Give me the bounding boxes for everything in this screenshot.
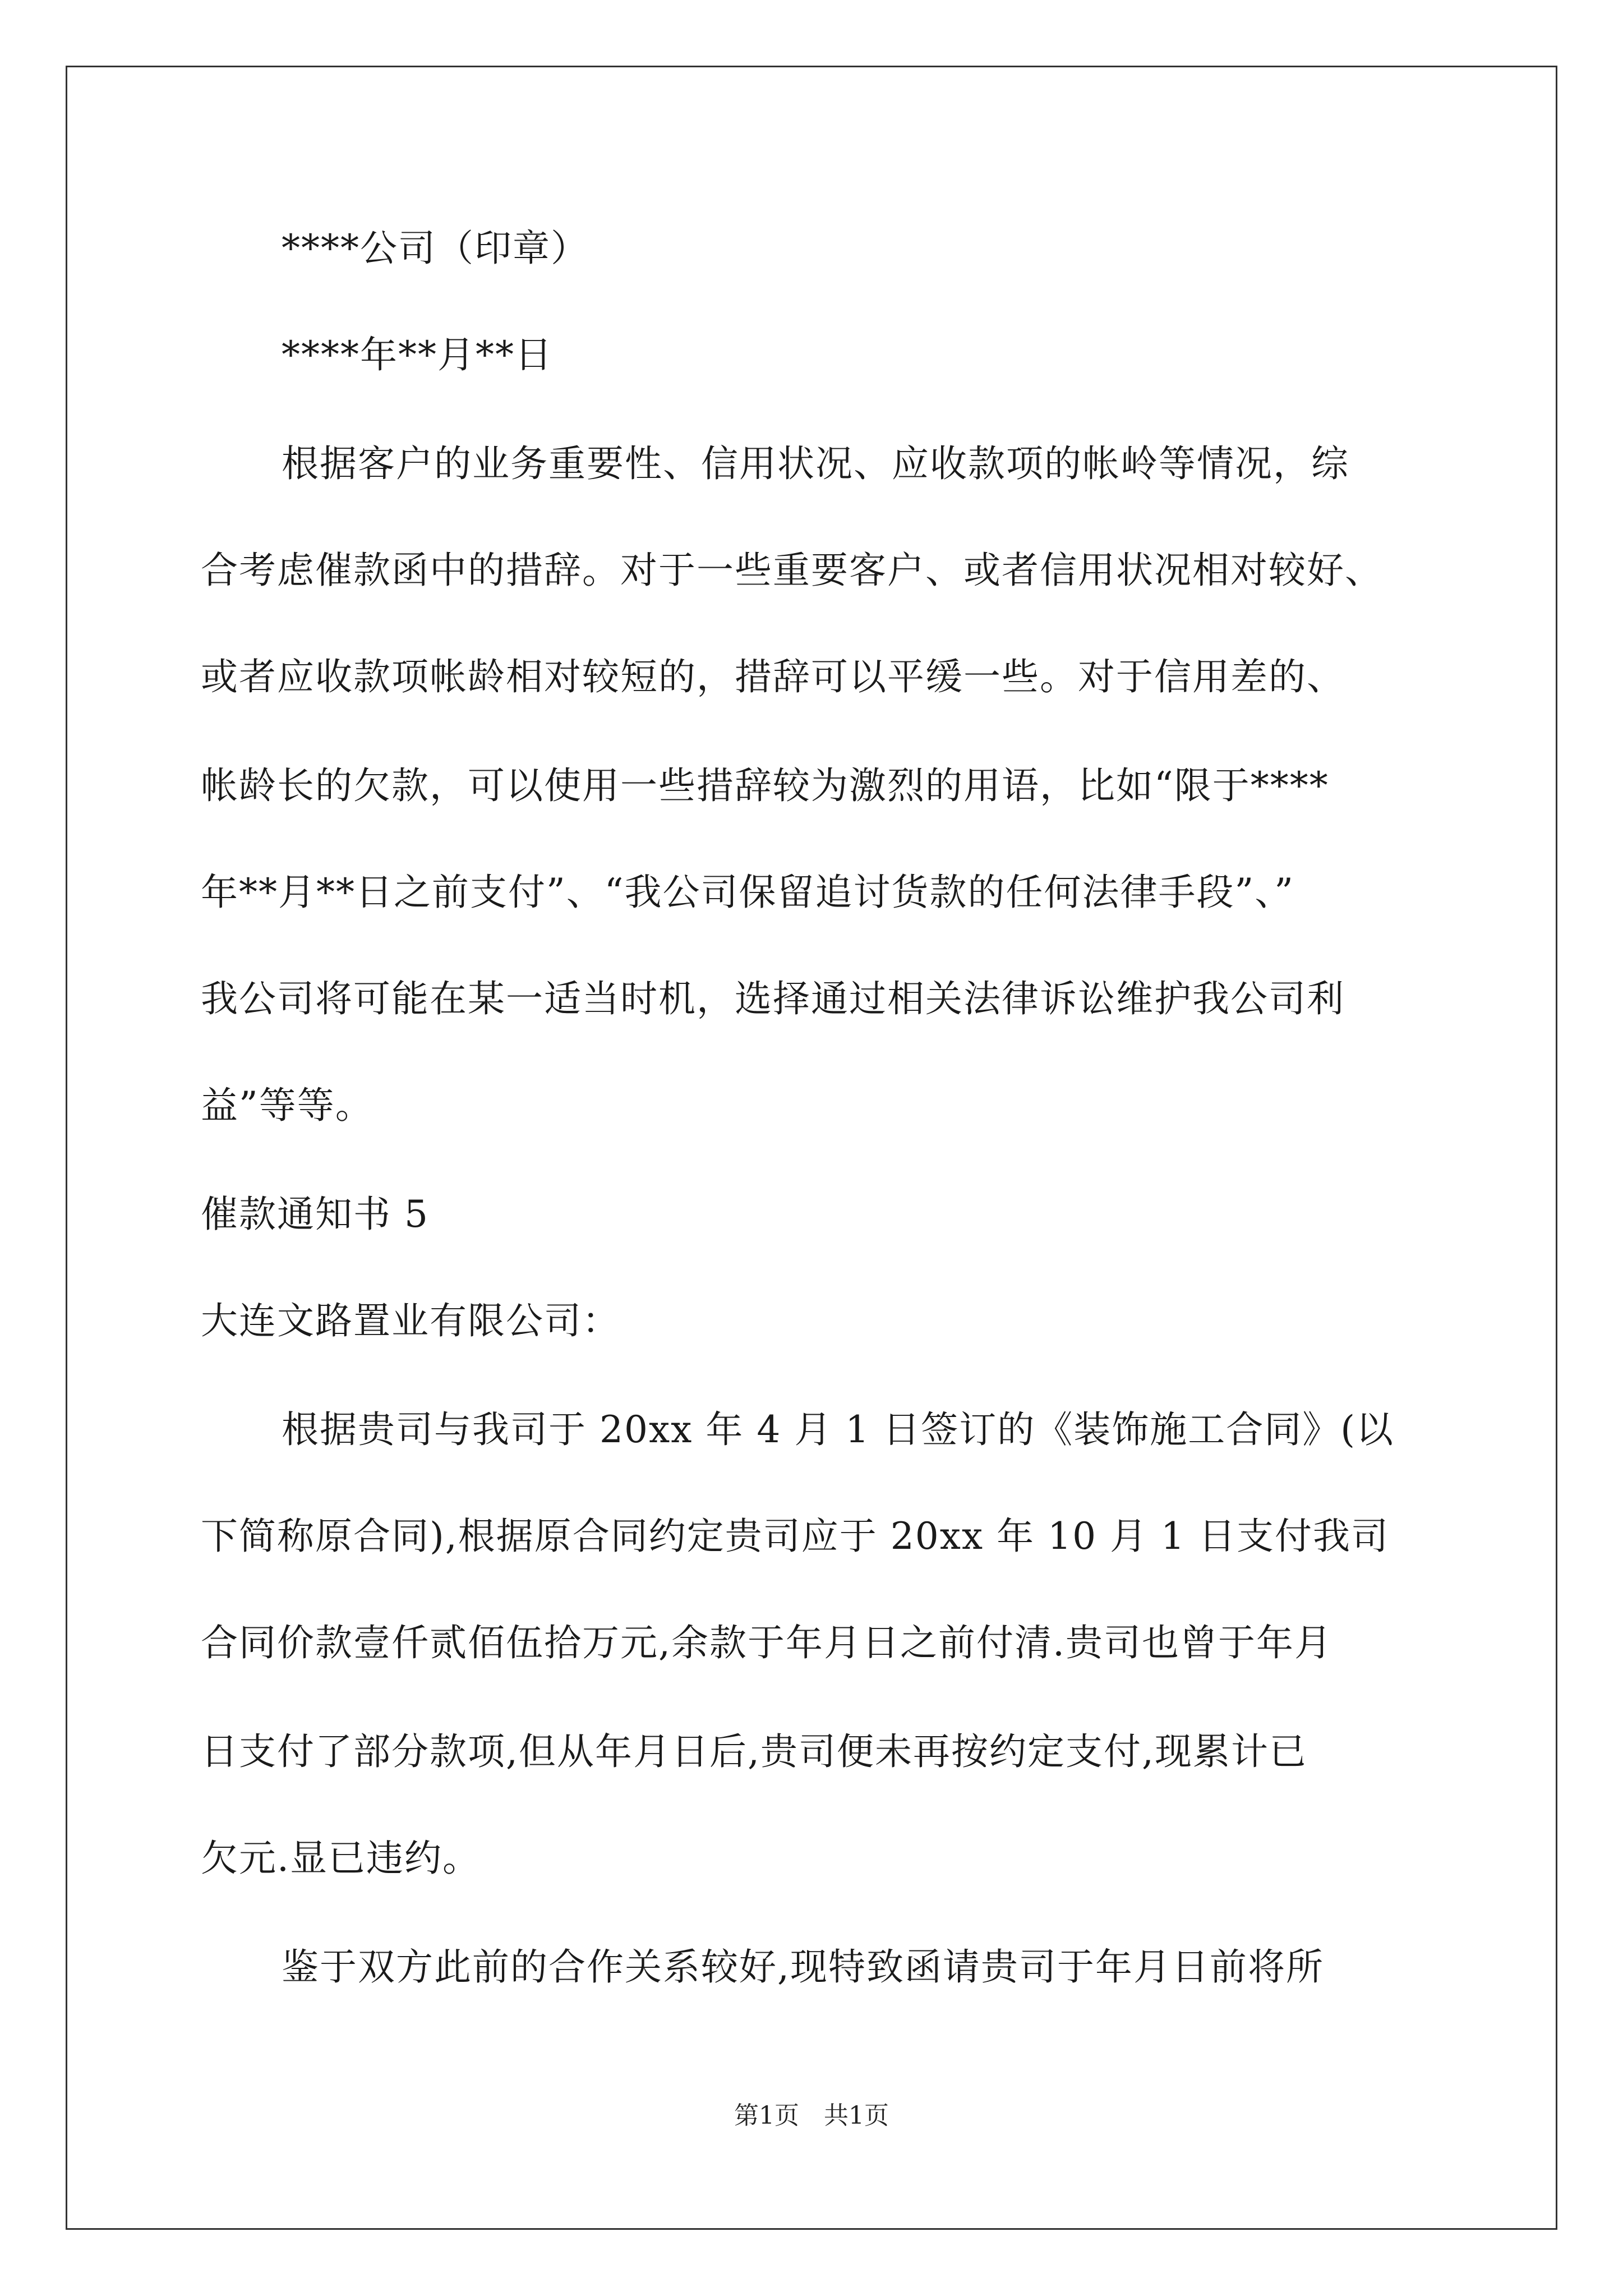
company-seal-line: ****公司（印章） (282, 227, 589, 270)
page-number: 第1页 共1页 (734, 2101, 889, 2130)
paragraph-line: 或者应收款项帐龄相对较短的，措辞可以平缓一些。对于信用差的、 (201, 655, 1345, 698)
paragraph-line: 日支付了部分款项,但从年月日后,贵司便未再按约定支付,现累计已 (201, 1730, 1307, 1773)
paragraph-line: 年**月**日之前支付”、“我公司保留追讨货款的任何法律手段”、” (201, 871, 1294, 914)
paragraph-line: 欠元.显已违约。 (201, 1837, 481, 1880)
page-border (66, 66, 1557, 2230)
paragraph-line: 合同价款壹仟贰佰伍拾万元,余款于年月日之前付清.贵司也曾于年月 (201, 1621, 1332, 1664)
paragraph-line: 合考虑催款函中的措辞。对于一些重要客户、或者信用状况相对较好、 (201, 549, 1383, 592)
paragraph-line: 鉴于双方此前的合作关系较好,现特致函请贵司于年月日前将所 (282, 1945, 1324, 1989)
paragraph-line: 根据贵司与我司于 20xx 年 4 月 1 日签订的《装饰施工合同》(以 (282, 1408, 1395, 1451)
paragraph-line: 益”等等。 (201, 1084, 374, 1127)
paragraph-line: 根据客户的业务重要性、信用状况、应收款项的帐岭等情况，综 (282, 442, 1349, 485)
section-heading: 催款通知书 5 (201, 1193, 429, 1236)
paragraph-line: 下简称原合同),根据原合同约定贵司应于 20xx 年 10 月 1 日支付我司 (201, 1515, 1390, 1558)
paragraph-line: 我公司将可能在某一适当时机，选择通过相关法律诉讼维护我公司利 (201, 977, 1345, 1020)
paragraph-line: 帐龄长的欠款，可以使用一些措辞较为激烈的用语，比如“限于**** (201, 764, 1329, 807)
date-line: ****年**月**日 (282, 333, 553, 376)
addressee-line: 大连文路置业有限公司： (201, 1299, 620, 1342)
